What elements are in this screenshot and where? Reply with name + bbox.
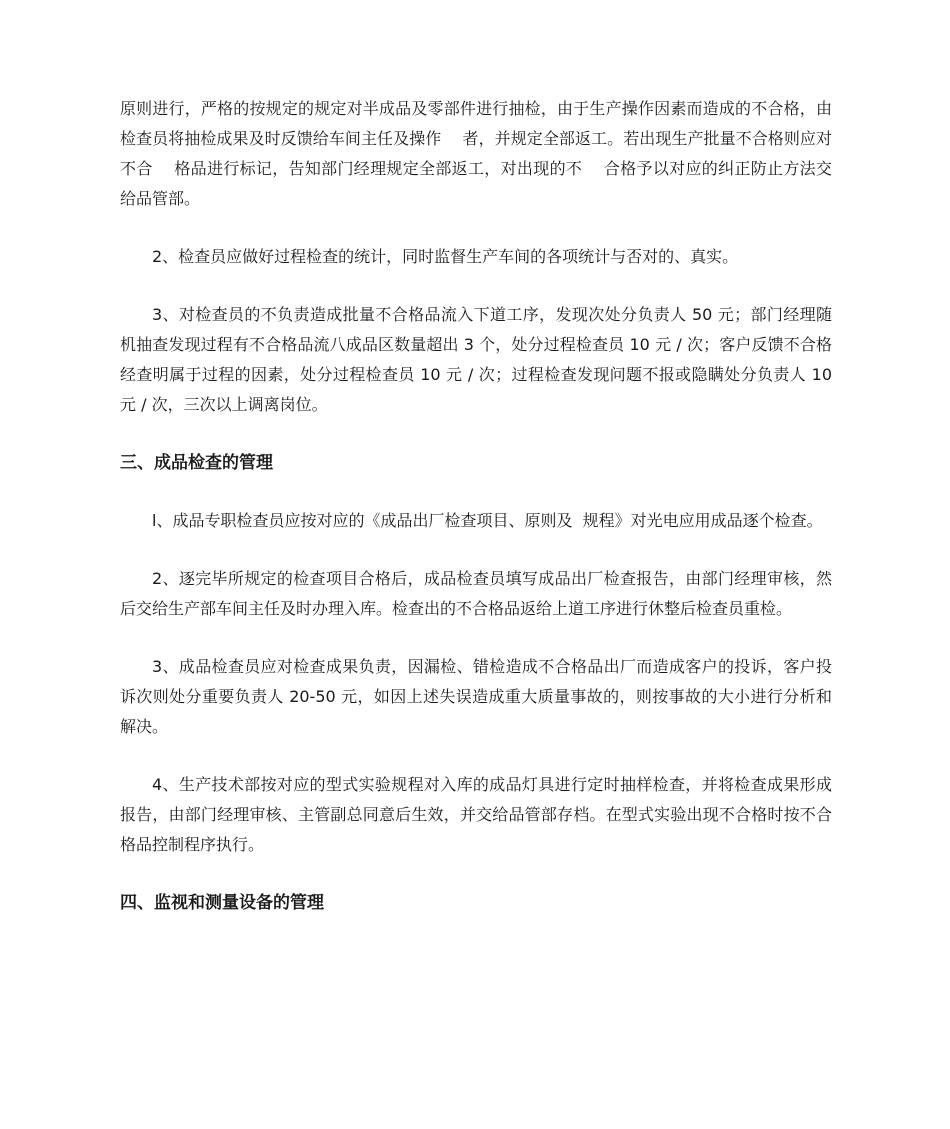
paragraph-finished-item-3: 3、成品检查员应对检查成果负责，因漏检、错检造成不合格品出厂而造成客户的投诉，客户投诉次则处分重要负责人 20-50 元，如因上述失误造成重大质量事故的，则按事故的大小进行分析和解决。 [120, 657, 832, 736]
paragraph-finished-item-2: 2、逐完毕所规定的检查项目合格后，成品检查员填写成品出厂检查报告，由部门经理审核，然后交给生产部车间主任及时办理入库。检查出的不合格品返给上道工序进行休整后检查员重检。 [120, 569, 832, 618]
paragraph-finished-item-4: 4、生产技术部按对应的型式实验规程对入库的成品灯具进行定时抽样检查，并将检查成果形成报告，由部门经理审核、主管副总同意后生效，并交给品管部存档。在型式实验出现不合格时按不合格品控制程序执行。 [120, 775, 832, 854]
paragraph-finished-item-1: l、成品专职检查员应按对应的《成品出厂检查项目、原则及 规程》对光电应用成品逐个检查。 [152, 511, 823, 530]
paragraph-process-penalties: 3、对检查员的不负责造成批量不合格品流入下道工序，发现次处分负责人 50 元；部门经理随机抽查发现过程有不合格品流八成品区数量超出 3 个，处分过程检查员 10 元 / 次；客户反馈不合格经查明属于过程的因素，处分过程检查员 10 元 / 次；过程检查发现问题不报或隐瞒处分负责人 10 元 / 次，三次以上调离岗位。 [120, 305, 838, 414]
paragraph-process-statistics: 2、检查员应做好过程检查的统计，同时监督生产车间的各项统计与否对的、真实。 [152, 247, 739, 266]
section-heading-measurement-equipment: 四、监视和测量设备的管理 [120, 893, 324, 913]
paragraph-continuation: 原则进行，严格的按规定的规定对半成品及零部件进行抽检，由于生产操作因素而造成的不合格，由检查员将抽检成果及时反馈给车间主任及操作 者，并规定全部返工。若出现生产批量不合格则应对不合 格品进行标记，告知部门经理规定全部返工，对出现的不 合格予以对应的纠正防止方法交给品管部。 [120, 99, 832, 208]
section-heading-finished-product-inspection: 三、成品检查的管理 [120, 453, 273, 473]
document-page [120, 94, 838, 946]
